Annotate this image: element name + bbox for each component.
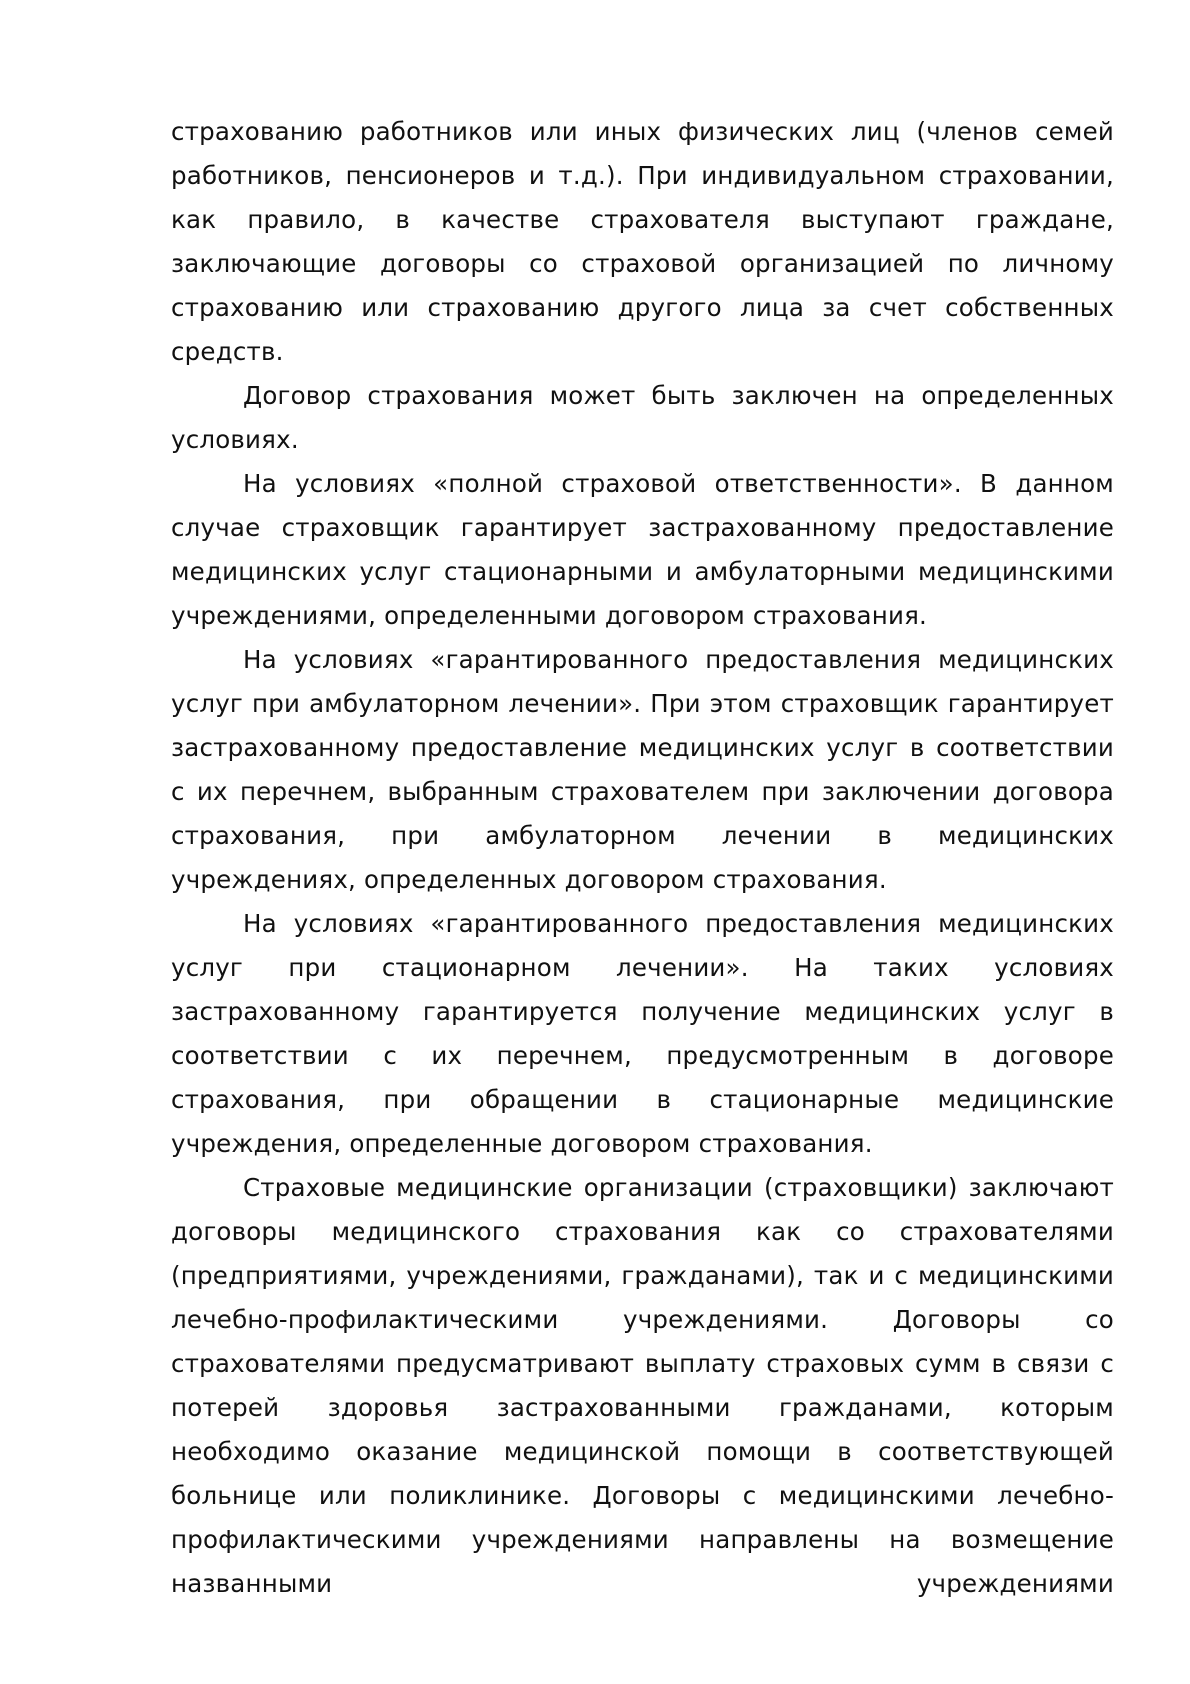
paragraph-continuation: страхованию работников или иных физических лиц (членов семей работников, пенсионеров и т.д.). При индивидуальном страховании, как правило, в качестве страхователя выступают граждане, заключающие договоры со страховой организацией по личному страхованию или страхованию другого лица за счет собственных средств. bbox=[171, 117, 1114, 366]
paragraph-contract-conditions: Договор страхования может быть заключен на определенных условиях. bbox=[171, 381, 1114, 454]
paragraph-outpatient: На условиях «гарантированного предоставления медицинских услуг при амбулаторном лечении». При этом страховщик гарантирует застрахованному предоставление медицинских услуг в соответствии с их перечнем, выбранным страхователем при заключении договора страхования, при амбулаторном лечении в медицинских учреждениях, определенных договором страхования. bbox=[171, 645, 1114, 894]
paragraph-full-liability: На условиях «полной страховой ответственности». В данном случае страховщик гарантирует застрахованному предоставление медицинских услуг стационарными и амбулаторными медицинскими учреждениями, определенными договором страхования. bbox=[171, 469, 1114, 630]
paragraph-insurers-contracts: Страховые медицинские организации (страховщики) заключают договоры медицинского страхования как со страхователями (предприятиями, учреждениями, гражданами), так и с медицинскими лечебно-профилактическими учреждениями. Договоры со страхователями предусматривают выплату страховых сумм в связи с потерей здоровья застрахованными гражданами, которым необходимо оказание медицинской помощи в соответствующей больнице или поликлинике. Договоры с медицинскими лечебно-профилактическими учреждениями направлены на возмещение названными учреждениями bbox=[171, 1173, 1114, 1598]
paragraph-inpatient: На условиях «гарантированного предоставления медицинских услуг при стационарном лечении». На таких условиях застрахованному гарантируется получение медицинских услуг в соответствии с их перечнем, предусмотренным в договоре страхования, при обращении в стационарные медицинские учреждения, определенные договором страхования. bbox=[171, 909, 1114, 1158]
document-page bbox=[171, 110, 1114, 1606]
